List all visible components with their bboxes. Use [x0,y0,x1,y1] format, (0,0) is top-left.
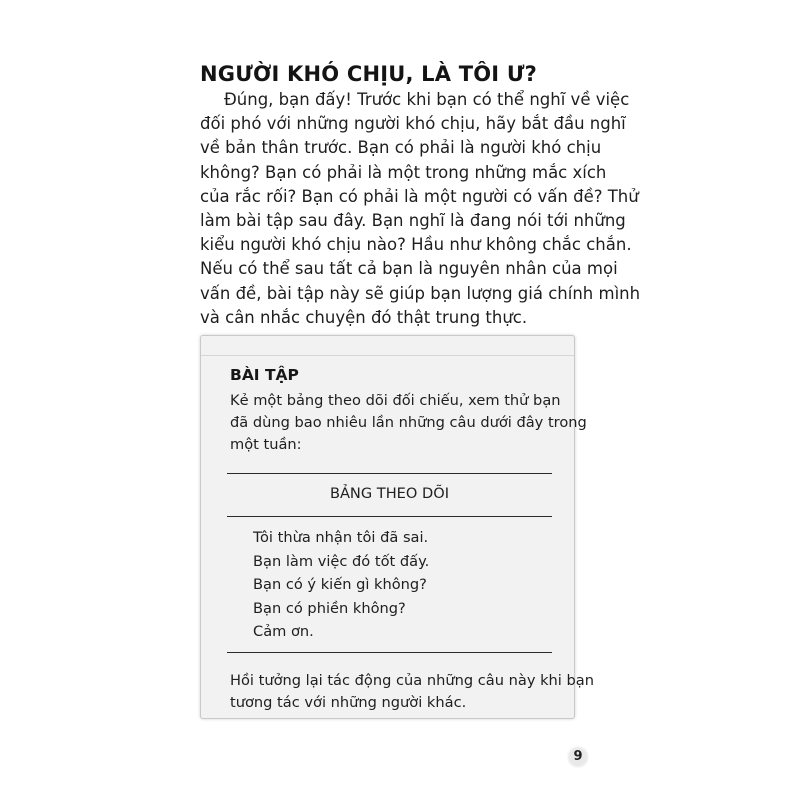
paragraph-line: đối phó với những người khó chịu, hãy bắt đầu nghĩ [200,114,626,134]
exercise-outro [230,670,594,714]
phrase-item: Bạn làm việc đó tốt đấy. [253,552,430,570]
paragraph-line: kiểu người khó chịu nào? Hầu như không chắc chắn. [200,235,632,255]
tally-table-title: BẢNG THEO DÕI [329,485,450,502]
table-rule-top [227,473,552,474]
paragraph-line: làm bài tập sau đây. Bạn nghĩ là đang nói tới những [200,211,626,231]
exercise-intro-line: đã dùng bao nhiêu lần những câu dưới đây trong [230,414,587,431]
paragraph-line: vấn đề, bài tập này sẽ giúp bạn lượng giá chính mình [200,283,641,303]
exercise-title: BÀI TẬP [230,366,299,384]
exercise-box [200,335,594,719]
paragraph-line: và cân nhắc chuyện đó thật trung thực. [200,307,528,327]
paragraph-line: của rắc rối? Bạn có phải là một người có vấn đề? Thử [200,186,639,206]
phrase-item: Bạn có phiền không? [253,599,406,617]
body-paragraph [200,88,641,330]
exercise-intro-line: một tuần: [230,436,302,453]
table-rule-header [227,516,552,517]
phrase-item: Cảm ơn. [253,623,314,641]
exercise-outro-line: tương tác với những người khác. [230,694,467,711]
exercise-intro-line: Kẻ một bảng theo dõi đối chiếu, xem thử bạn [230,392,561,409]
section-heading: NGƯỜI KHÓ CHỊU, LÀ TÔI Ư? [200,62,537,86]
phrase-item: Tôi thừa nhận tôi đã sai. [253,529,429,546]
paragraph-line: không? Bạn có phải là một trong những mắc xích [200,162,607,182]
paragraph-line: về bản thân trước. Bạn có phải là người khó chịu [200,138,602,158]
paragraph-line: Đúng, bạn đấy! Trước khi bạn có thể nghĩ về việc [224,90,630,109]
phrase-list [253,526,429,644]
phrase-item: Bạn có ý kiến gì không? [253,576,427,594]
page-number: 9 [567,746,589,768]
exercise-outro-line: Hồi tưởng lại tác động của những câu này khi bạn [230,672,594,689]
table-rule-bottom [227,652,552,653]
exercise-intro [230,390,587,456]
paragraph-line: Nếu có thể sau tất cả bạn là nguyên nhân của mọi [200,259,618,279]
